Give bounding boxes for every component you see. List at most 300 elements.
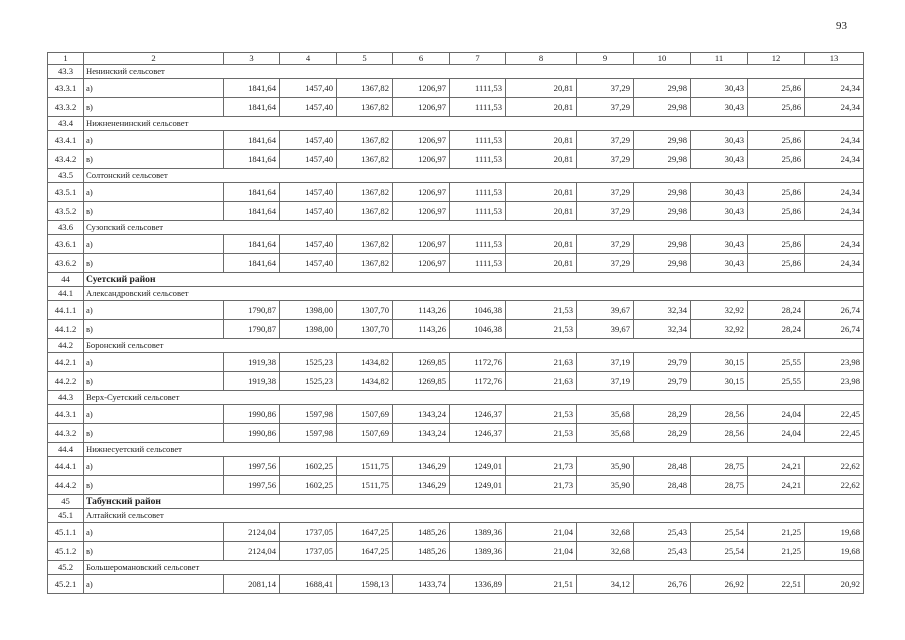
value-cell: 29,98 (634, 150, 691, 169)
value-cell: 29,79 (634, 372, 691, 391)
value-cell: 1457,40 (280, 183, 337, 202)
value-cell: 1790,87 (224, 320, 280, 339)
value-cell: 37,29 (577, 98, 634, 117)
row-code: 44 (48, 273, 84, 287)
value-cell: 24,04 (748, 405, 805, 424)
value-cell: 32,34 (634, 320, 691, 339)
table-row (48, 79, 864, 98)
value-cell: 21,63 (506, 372, 577, 391)
council-row (48, 65, 864, 79)
value-cell: 32,68 (577, 523, 634, 542)
row-code: 43.5 (48, 169, 84, 183)
value-cell: 1111,53 (450, 183, 506, 202)
table-row (48, 424, 864, 443)
value-cell: 24,21 (748, 476, 805, 495)
value-cell: 37,29 (577, 131, 634, 150)
council-name: Алтайский сельсовет (84, 509, 864, 523)
value-cell: 1246,37 (450, 424, 506, 443)
row-code: 43.4.1 (48, 131, 84, 150)
value-cell: 24,34 (805, 202, 864, 221)
value-cell: 1206,97 (393, 131, 450, 150)
value-cell: 30,43 (691, 131, 748, 150)
header-cell: 6 (393, 53, 450, 65)
value-cell: 22,62 (805, 476, 864, 495)
row-label: а) (84, 131, 224, 150)
value-cell: 1525,23 (280, 353, 337, 372)
row-code: 44.4 (48, 443, 84, 457)
value-cell: 1511,75 (337, 457, 393, 476)
value-cell: 1841,64 (224, 235, 280, 254)
value-cell: 26,74 (805, 320, 864, 339)
district-name: Табунский район (84, 495, 864, 509)
row-label: а) (84, 301, 224, 320)
value-cell: 30,15 (691, 372, 748, 391)
value-cell: 1111,53 (450, 150, 506, 169)
row-code: 45.1 (48, 509, 84, 523)
row-code: 43.3.2 (48, 98, 84, 117)
row-label: а) (84, 523, 224, 542)
value-cell: 21,04 (506, 542, 577, 561)
value-cell: 35,90 (577, 476, 634, 495)
council-row (48, 391, 864, 405)
value-cell: 39,67 (577, 320, 634, 339)
value-cell: 20,81 (506, 79, 577, 98)
value-cell: 29,98 (634, 79, 691, 98)
council-name: Нижнененинский сельсовет (84, 117, 864, 131)
value-cell: 20,81 (506, 254, 577, 273)
row-code: 45.1.2 (48, 542, 84, 561)
value-cell: 1246,37 (450, 405, 506, 424)
row-code: 44.3.2 (48, 424, 84, 443)
value-cell: 1997,56 (224, 476, 280, 495)
value-cell: 21,25 (748, 542, 805, 561)
value-cell: 30,43 (691, 235, 748, 254)
value-cell: 1143,26 (393, 320, 450, 339)
row-label: в) (84, 372, 224, 391)
table-row (48, 183, 864, 202)
value-cell: 28,48 (634, 457, 691, 476)
header-cell: 8 (506, 53, 577, 65)
row-label: а) (84, 575, 224, 594)
value-cell: 1507,69 (337, 405, 393, 424)
value-cell: 1389,36 (450, 542, 506, 561)
row-code: 43.6 (48, 221, 84, 235)
value-cell: 1143,26 (393, 301, 450, 320)
row-label: в) (84, 254, 224, 273)
row-label: а) (84, 353, 224, 372)
value-cell: 25,86 (748, 79, 805, 98)
value-cell: 24,34 (805, 150, 864, 169)
value-cell: 1367,82 (337, 183, 393, 202)
value-cell: 21,51 (506, 575, 577, 594)
value-cell: 2081,14 (224, 575, 280, 594)
value-cell: 1046,38 (450, 320, 506, 339)
value-cell: 1841,64 (224, 183, 280, 202)
value-cell: 30,43 (691, 79, 748, 98)
table-row (48, 150, 864, 169)
value-cell: 1206,97 (393, 183, 450, 202)
row-code: 44.4.2 (48, 476, 84, 495)
row-code: 43.5.1 (48, 183, 84, 202)
council-name: Большеромановский сельсовет (84, 561, 864, 575)
value-cell: 1249,01 (450, 476, 506, 495)
council-name: Солтонский сельсовет (84, 169, 864, 183)
row-code: 44.1.1 (48, 301, 84, 320)
value-cell: 1511,75 (337, 476, 393, 495)
value-cell: 28,75 (691, 476, 748, 495)
value-cell: 1457,40 (280, 98, 337, 117)
value-cell: 1398,00 (280, 320, 337, 339)
value-cell: 1737,05 (280, 542, 337, 561)
value-cell: 1269,85 (393, 372, 450, 391)
table-body (48, 53, 864, 594)
value-cell: 22,62 (805, 457, 864, 476)
value-cell: 28,56 (691, 424, 748, 443)
value-cell: 21,73 (506, 476, 577, 495)
value-cell: 30,15 (691, 353, 748, 372)
value-cell: 1172,76 (450, 353, 506, 372)
value-cell: 28,75 (691, 457, 748, 476)
value-cell: 1307,70 (337, 301, 393, 320)
value-cell: 28,24 (748, 301, 805, 320)
value-cell: 25,43 (634, 542, 691, 561)
value-cell: 30,43 (691, 202, 748, 221)
value-cell: 26,92 (691, 575, 748, 594)
value-cell: 20,81 (506, 150, 577, 169)
value-cell: 28,48 (634, 476, 691, 495)
value-cell: 34,12 (577, 575, 634, 594)
value-cell: 1343,24 (393, 405, 450, 424)
value-cell: 21,53 (506, 405, 577, 424)
value-cell: 1367,82 (337, 79, 393, 98)
value-cell: 21,53 (506, 320, 577, 339)
council-row (48, 339, 864, 353)
value-cell: 1841,64 (224, 150, 280, 169)
value-cell: 20,81 (506, 131, 577, 150)
table-row (48, 353, 864, 372)
district-row (48, 273, 864, 287)
value-cell: 37,29 (577, 183, 634, 202)
value-cell: 25,86 (748, 98, 805, 117)
row-code: 44.3 (48, 391, 84, 405)
value-cell: 25,86 (748, 254, 805, 273)
value-cell: 1485,26 (393, 542, 450, 561)
row-label: а) (84, 79, 224, 98)
value-cell: 1457,40 (280, 150, 337, 169)
value-cell: 1841,64 (224, 79, 280, 98)
value-cell: 1647,25 (337, 523, 393, 542)
row-label: в) (84, 98, 224, 117)
value-cell: 1485,26 (393, 523, 450, 542)
council-row (48, 287, 864, 301)
value-cell: 28,29 (634, 424, 691, 443)
header-cell: 5 (337, 53, 393, 65)
value-cell: 1990,86 (224, 424, 280, 443)
value-cell: 1111,53 (450, 254, 506, 273)
value-cell: 20,92 (805, 575, 864, 594)
value-cell: 21,25 (748, 523, 805, 542)
value-cell: 24,34 (805, 235, 864, 254)
row-code: 43.3 (48, 65, 84, 79)
council-row (48, 117, 864, 131)
row-code: 45.2.1 (48, 575, 84, 594)
table-row (48, 372, 864, 391)
row-label: а) (84, 405, 224, 424)
row-code: 43.3.1 (48, 79, 84, 98)
row-code: 44.2.1 (48, 353, 84, 372)
value-cell: 1919,38 (224, 353, 280, 372)
value-cell: 29,98 (634, 202, 691, 221)
value-cell: 1602,25 (280, 457, 337, 476)
value-cell: 1206,97 (393, 235, 450, 254)
row-label: в) (84, 424, 224, 443)
value-cell: 32,92 (691, 301, 748, 320)
council-row (48, 169, 864, 183)
row-code: 43.5.2 (48, 202, 84, 221)
value-cell: 29,98 (634, 131, 691, 150)
row-code: 45.2 (48, 561, 84, 575)
value-cell: 22,45 (805, 424, 864, 443)
value-cell: 25,86 (748, 235, 805, 254)
district-row (48, 495, 864, 509)
value-cell: 1367,82 (337, 150, 393, 169)
value-cell: 1737,05 (280, 523, 337, 542)
council-name: Ненинский сельсовет (84, 65, 864, 79)
table-row (48, 202, 864, 221)
value-cell: 37,29 (577, 150, 634, 169)
value-cell: 24,04 (748, 424, 805, 443)
value-cell: 39,67 (577, 301, 634, 320)
header-cell: 11 (691, 53, 748, 65)
value-cell: 1841,64 (224, 254, 280, 273)
value-cell: 1389,36 (450, 523, 506, 542)
header-cell: 2 (84, 53, 224, 65)
header-cell: 1 (48, 53, 84, 65)
table-row (48, 131, 864, 150)
value-cell: 24,34 (805, 254, 864, 273)
value-cell: 2124,04 (224, 542, 280, 561)
value-cell: 1688,41 (280, 575, 337, 594)
value-cell: 1457,40 (280, 131, 337, 150)
value-cell: 1597,98 (280, 405, 337, 424)
row-code: 43.4.2 (48, 150, 84, 169)
row-code: 43.6.1 (48, 235, 84, 254)
value-cell: 1598,13 (337, 575, 393, 594)
value-cell: 23,98 (805, 353, 864, 372)
value-cell: 24,34 (805, 183, 864, 202)
value-cell: 1111,53 (450, 235, 506, 254)
value-cell: 2124,04 (224, 523, 280, 542)
value-cell: 30,43 (691, 98, 748, 117)
row-label: в) (84, 202, 224, 221)
value-cell: 21,53 (506, 424, 577, 443)
table-row (48, 301, 864, 320)
value-cell: 24,34 (805, 79, 864, 98)
row-code: 43.4 (48, 117, 84, 131)
value-cell: 1367,82 (337, 254, 393, 273)
value-cell: 25,86 (748, 131, 805, 150)
council-row (48, 221, 864, 235)
value-cell: 19,68 (805, 523, 864, 542)
table-row (48, 457, 864, 476)
row-label: а) (84, 457, 224, 476)
value-cell: 1997,56 (224, 457, 280, 476)
value-cell: 21,73 (506, 457, 577, 476)
value-cell: 28,56 (691, 405, 748, 424)
value-cell: 1434,82 (337, 353, 393, 372)
value-cell: 1434,82 (337, 372, 393, 391)
row-code: 44.1 (48, 287, 84, 301)
value-cell: 1346,29 (393, 457, 450, 476)
council-name: Боронский сельсовет (84, 339, 864, 353)
value-cell: 25,86 (748, 183, 805, 202)
value-cell: 1249,01 (450, 457, 506, 476)
value-cell: 32,68 (577, 542, 634, 561)
value-cell: 23,98 (805, 372, 864, 391)
value-cell: 25,55 (748, 372, 805, 391)
value-cell: 29,98 (634, 98, 691, 117)
header-cell: 3 (224, 53, 280, 65)
page-number: 93 (836, 20, 847, 32)
value-cell: 1367,82 (337, 235, 393, 254)
district-name: Суетский район (84, 273, 864, 287)
value-cell: 25,54 (691, 542, 748, 561)
value-cell: 37,29 (577, 235, 634, 254)
table-row (48, 235, 864, 254)
value-cell: 1841,64 (224, 131, 280, 150)
row-code: 44.1.2 (48, 320, 84, 339)
value-cell: 1172,76 (450, 372, 506, 391)
value-cell: 32,34 (634, 301, 691, 320)
row-code: 45.1.1 (48, 523, 84, 542)
value-cell: 37,19 (577, 353, 634, 372)
row-label: а) (84, 183, 224, 202)
value-cell: 21,53 (506, 301, 577, 320)
value-cell: 30,43 (691, 150, 748, 169)
value-cell: 1367,82 (337, 202, 393, 221)
value-cell: 19,68 (805, 542, 864, 561)
header-cell: 12 (748, 53, 805, 65)
value-cell: 1111,53 (450, 79, 506, 98)
table-row (48, 523, 864, 542)
council-name: Нижнесуетский сельсовет (84, 443, 864, 457)
value-cell: 29,79 (634, 353, 691, 372)
value-cell: 1206,97 (393, 150, 450, 169)
value-cell: 28,29 (634, 405, 691, 424)
row-code: 44.2.2 (48, 372, 84, 391)
row-code: 43.6.2 (48, 254, 84, 273)
value-cell: 1269,85 (393, 353, 450, 372)
value-cell: 1919,38 (224, 372, 280, 391)
table-row (48, 575, 864, 594)
value-cell: 30,43 (691, 254, 748, 273)
row-label: а) (84, 235, 224, 254)
value-cell: 35,90 (577, 457, 634, 476)
row-code: 45 (48, 495, 84, 509)
value-cell: 1367,82 (337, 98, 393, 117)
table-row (48, 254, 864, 273)
value-cell: 37,29 (577, 202, 634, 221)
value-cell: 21,04 (506, 523, 577, 542)
council-name: Сузопский сельсовет (84, 221, 864, 235)
row-code: 44.2 (48, 339, 84, 353)
value-cell: 1111,53 (450, 131, 506, 150)
value-cell: 1111,53 (450, 202, 506, 221)
value-cell: 22,51 (748, 575, 805, 594)
value-cell: 1647,25 (337, 542, 393, 561)
value-cell: 25,55 (748, 353, 805, 372)
header-cell: 9 (577, 53, 634, 65)
council-name: Верх-Суетский сельсовет (84, 391, 864, 405)
value-cell: 20,81 (506, 202, 577, 221)
header-cell: 13 (805, 53, 864, 65)
table-row (48, 405, 864, 424)
value-cell: 1206,97 (393, 79, 450, 98)
value-cell: 20,81 (506, 98, 577, 117)
data-table (47, 52, 864, 594)
value-cell: 25,86 (748, 150, 805, 169)
value-cell: 26,74 (805, 301, 864, 320)
value-cell: 1457,40 (280, 79, 337, 98)
value-cell: 1206,97 (393, 254, 450, 273)
value-cell: 1457,40 (280, 202, 337, 221)
value-cell: 1433,74 (393, 575, 450, 594)
value-cell: 1367,82 (337, 131, 393, 150)
value-cell: 29,98 (634, 183, 691, 202)
value-cell: 20,81 (506, 235, 577, 254)
value-cell: 25,86 (748, 202, 805, 221)
value-cell: 1336,89 (450, 575, 506, 594)
row-label: в) (84, 150, 224, 169)
header-cell: 4 (280, 53, 337, 65)
value-cell: 1457,40 (280, 254, 337, 273)
value-cell: 1046,38 (450, 301, 506, 320)
row-label: в) (84, 476, 224, 495)
value-cell: 24,21 (748, 457, 805, 476)
value-cell: 25,43 (634, 523, 691, 542)
header-cell: 7 (450, 53, 506, 65)
row-label: в) (84, 320, 224, 339)
value-cell: 1206,97 (393, 202, 450, 221)
value-cell: 20,81 (506, 183, 577, 202)
value-cell: 37,29 (577, 79, 634, 98)
value-cell: 32,92 (691, 320, 748, 339)
header-cell: 10 (634, 53, 691, 65)
value-cell: 35,68 (577, 405, 634, 424)
value-cell: 1111,53 (450, 98, 506, 117)
table-row (48, 476, 864, 495)
header-row (48, 53, 864, 65)
value-cell: 24,34 (805, 131, 864, 150)
value-cell: 37,19 (577, 372, 634, 391)
value-cell: 1457,40 (280, 235, 337, 254)
value-cell: 1841,64 (224, 98, 280, 117)
value-cell: 22,45 (805, 405, 864, 424)
value-cell: 21,63 (506, 353, 577, 372)
value-cell: 25,54 (691, 523, 748, 542)
value-cell: 1346,29 (393, 476, 450, 495)
value-cell: 1597,98 (280, 424, 337, 443)
council-row (48, 443, 864, 457)
value-cell: 29,98 (634, 235, 691, 254)
value-cell: 1525,23 (280, 372, 337, 391)
row-label: в) (84, 542, 224, 561)
value-cell: 1398,00 (280, 301, 337, 320)
value-cell: 24,34 (805, 98, 864, 117)
council-name: Александровский сельсовет (84, 287, 864, 301)
value-cell: 1206,97 (393, 98, 450, 117)
table-row (48, 320, 864, 339)
